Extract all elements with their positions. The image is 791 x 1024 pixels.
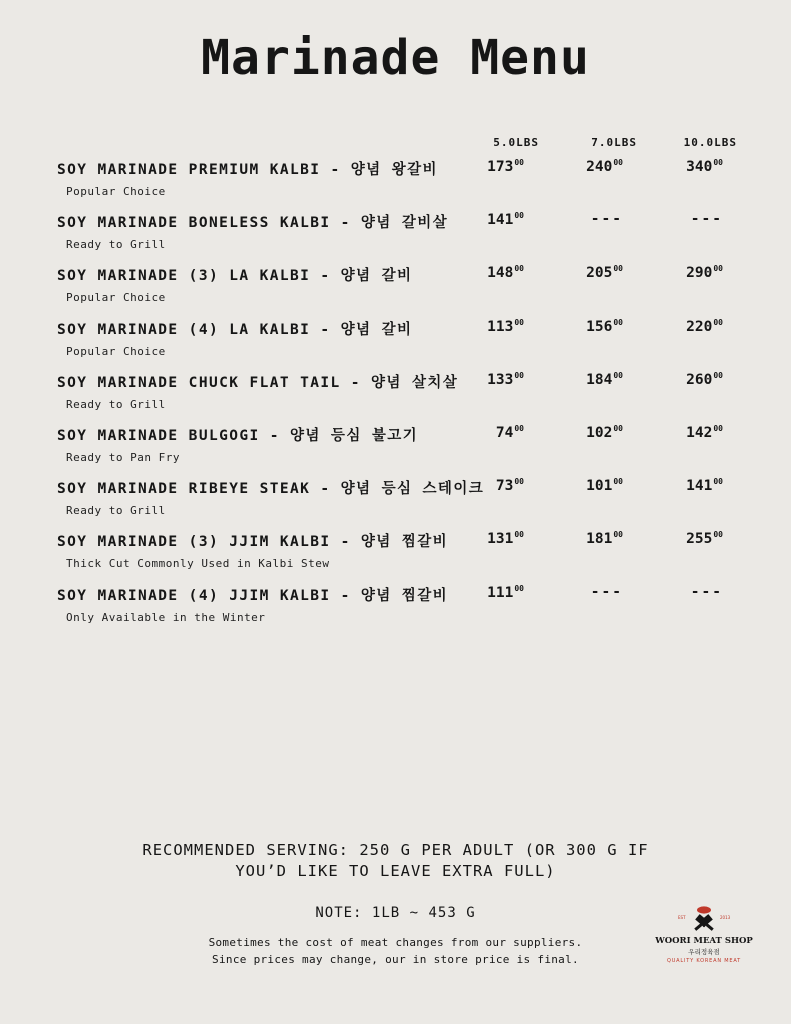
price-7-0lbs [543, 211, 623, 227]
price-cents: 00 [514, 211, 524, 221]
price-cents: 00 [713, 477, 723, 487]
price-7-0lbs [543, 371, 623, 388]
column-header-10lbs: 10.0LBS [683, 136, 737, 149]
recommended-line-2: YOU’D LIKE TO LEAVE EXTRA FULL) [235, 862, 556, 880]
price-dollars: 131 [487, 531, 514, 548]
menu-item [57, 211, 757, 264]
price-dollars: 141 [487, 212, 514, 229]
item-name: SOY MARINADE (3) JJIM KALBI - 양념 찜갈비 [57, 534, 449, 551]
item-description: Ready to Pan Fry [66, 451, 180, 464]
menu-item [57, 371, 757, 424]
price-dollars: 101 [586, 478, 613, 495]
price-dollars: 340 [686, 159, 713, 175]
menu-item [57, 318, 757, 371]
price-5-0lbs [444, 477, 524, 494]
item-name: SOY MARINADE (4) JJIM KALBI - 양념 찜갈비 [57, 587, 449, 604]
logo-korean: 우리정육점 [688, 948, 720, 956]
column-header-7lbs: 7.0LBS [591, 136, 637, 149]
price-10-0lbs [643, 530, 723, 547]
disclaimer-line-2: Since prices may change, our in store price is final. [212, 953, 579, 966]
item-name: SOY MARINADE BULGOGI - 양념 등심 불고기 [57, 428, 419, 444]
price-5-0lbs [444, 371, 524, 388]
price-dollars: 184 [586, 371, 613, 388]
price-dollars: --- [690, 211, 723, 228]
price-dollars: 255 [686, 531, 713, 548]
price-cents: 00 [613, 158, 623, 167]
price-dollars: 102 [586, 425, 613, 441]
item-description: Ready to Grill [66, 238, 166, 252]
price-5-0lbs [444, 264, 524, 281]
price-5-0lbs [444, 211, 524, 228]
price-dollars: 156 [586, 318, 613, 335]
price-dollars: 205 [586, 265, 613, 282]
price-7-0lbs [543, 264, 623, 281]
price-cents: 00 [514, 317, 524, 327]
price-dollars: 173 [487, 159, 514, 175]
price-dollars: 220 [686, 318, 713, 335]
price-10-0lbs [643, 371, 723, 388]
recommended-serving [0, 840, 791, 882]
column-header-5lbs: 5.0LBS [493, 136, 539, 149]
price-5-0lbs [444, 584, 524, 601]
item-description: Only Available in the Winter [66, 610, 266, 624]
price-10-0lbs [643, 584, 723, 600]
price-cents: 00 [514, 264, 524, 274]
price-cents: 00 [514, 477, 524, 487]
item-description: Ready to Grill [66, 397, 166, 411]
price-7-0lbs [543, 477, 623, 494]
price-dollars: 111 [487, 584, 514, 601]
shop-logo [648, 905, 760, 969]
price-5-0lbs [444, 158, 524, 175]
item-name: SOY MARINADE CHUCK FLAT TAIL - 양념 살치살 [57, 374, 459, 391]
menu-item [57, 264, 757, 317]
price-10-0lbs [643, 318, 723, 335]
price-10-0lbs [643, 211, 723, 227]
menu-item [57, 158, 757, 211]
item-name: SOY MARINADE PREMIUM KALBI - 양념 왕갈비 [57, 162, 438, 178]
logo-tagline: QUALITY KOREAN MEAT [666, 958, 742, 964]
item-name: SOY MARINADE (3) LA KALBI - 양념 갈비 [57, 268, 413, 285]
price-cents: 00 [613, 530, 623, 540]
price-5-0lbs [444, 318, 524, 335]
price-dollars: --- [690, 583, 723, 600]
price-cents: 00 [713, 158, 723, 167]
price-cents: 00 [613, 477, 623, 487]
price-dollars: 113 [487, 318, 514, 335]
price-cents: 00 [713, 264, 723, 274]
price-cents: 00 [713, 424, 723, 433]
item-name: SOY MARINADE RIBEYE STEAK - 양념 등심 스테이크 [57, 481, 485, 498]
price-dollars: 181 [586, 531, 613, 548]
price-7-0lbs [543, 424, 623, 441]
price-cents: 00 [514, 530, 524, 540]
weight-note: NOTE: 1LB ~ 453 G [315, 905, 476, 921]
item-description: Popular Choice [66, 344, 166, 358]
disclaimer-line-1: Sometimes the cost of meat changes from our suppliers. [208, 936, 583, 949]
recommended-line-1: RECOMMENDED SERVING: 250 G PER ADULT (OR 300 G IF [142, 841, 649, 859]
price-cents: 00 [514, 583, 524, 593]
price-cents: 00 [514, 158, 524, 167]
price-10-0lbs [643, 158, 723, 175]
price-10-0lbs [643, 477, 723, 494]
logo-name: WOORI MEAT SHOP [655, 936, 753, 946]
item-description: Popular Choice [66, 291, 166, 305]
price-7-0lbs [543, 584, 623, 600]
price-dollars: 133 [487, 371, 514, 388]
price-dollars: 290 [686, 265, 713, 282]
price-7-0lbs [543, 158, 623, 175]
item-description: Popular Choice [66, 185, 166, 198]
price-cents: 00 [713, 370, 723, 380]
price-dollars: --- [590, 211, 623, 228]
price-dollars: 142 [686, 425, 713, 441]
price-7-0lbs [543, 318, 623, 335]
price-cents: 00 [514, 370, 524, 380]
price-cents: 00 [713, 530, 723, 540]
price-5-0lbs [444, 424, 524, 441]
price-cents: 00 [613, 424, 623, 433]
price-10-0lbs [643, 264, 723, 281]
item-name: SOY MARINADE (4) LA KALBI - 양념 갈비 [57, 321, 413, 338]
price-dollars: --- [590, 583, 623, 600]
price-cents: 00 [613, 370, 623, 380]
price-dollars: 260 [686, 371, 713, 388]
price-10-0lbs [643, 424, 723, 441]
item-description: Thick Cut Commonly Used in Kalbi Stew [66, 557, 330, 571]
price-cents: 00 [613, 317, 623, 327]
cleaver-knives-icon [674, 905, 734, 935]
menu-item [57, 530, 757, 583]
price-dollars: 240 [586, 159, 613, 175]
price-dollars: 74 [495, 425, 514, 441]
menu-item [57, 477, 757, 530]
item-name: SOY MARINADE BONELESS KALBI - 양념 갈비살 [57, 215, 449, 232]
logo-year: 2013 [720, 915, 731, 920]
price-5-0lbs [444, 530, 524, 547]
price-cents: 00 [613, 264, 623, 274]
price-dollars: 148 [487, 265, 514, 282]
menu-item [57, 424, 757, 477]
price-7-0lbs [543, 530, 623, 547]
logo-est: EST [678, 915, 686, 920]
menu-item [57, 584, 757, 637]
price-cents: 00 [514, 424, 524, 433]
price-cents: 00 [713, 317, 723, 327]
item-description: Ready to Grill [66, 504, 166, 518]
price-dollars: 141 [686, 478, 713, 495]
price-dollars: 73 [495, 478, 514, 495]
page-title: Marinade Menu [201, 30, 590, 86]
